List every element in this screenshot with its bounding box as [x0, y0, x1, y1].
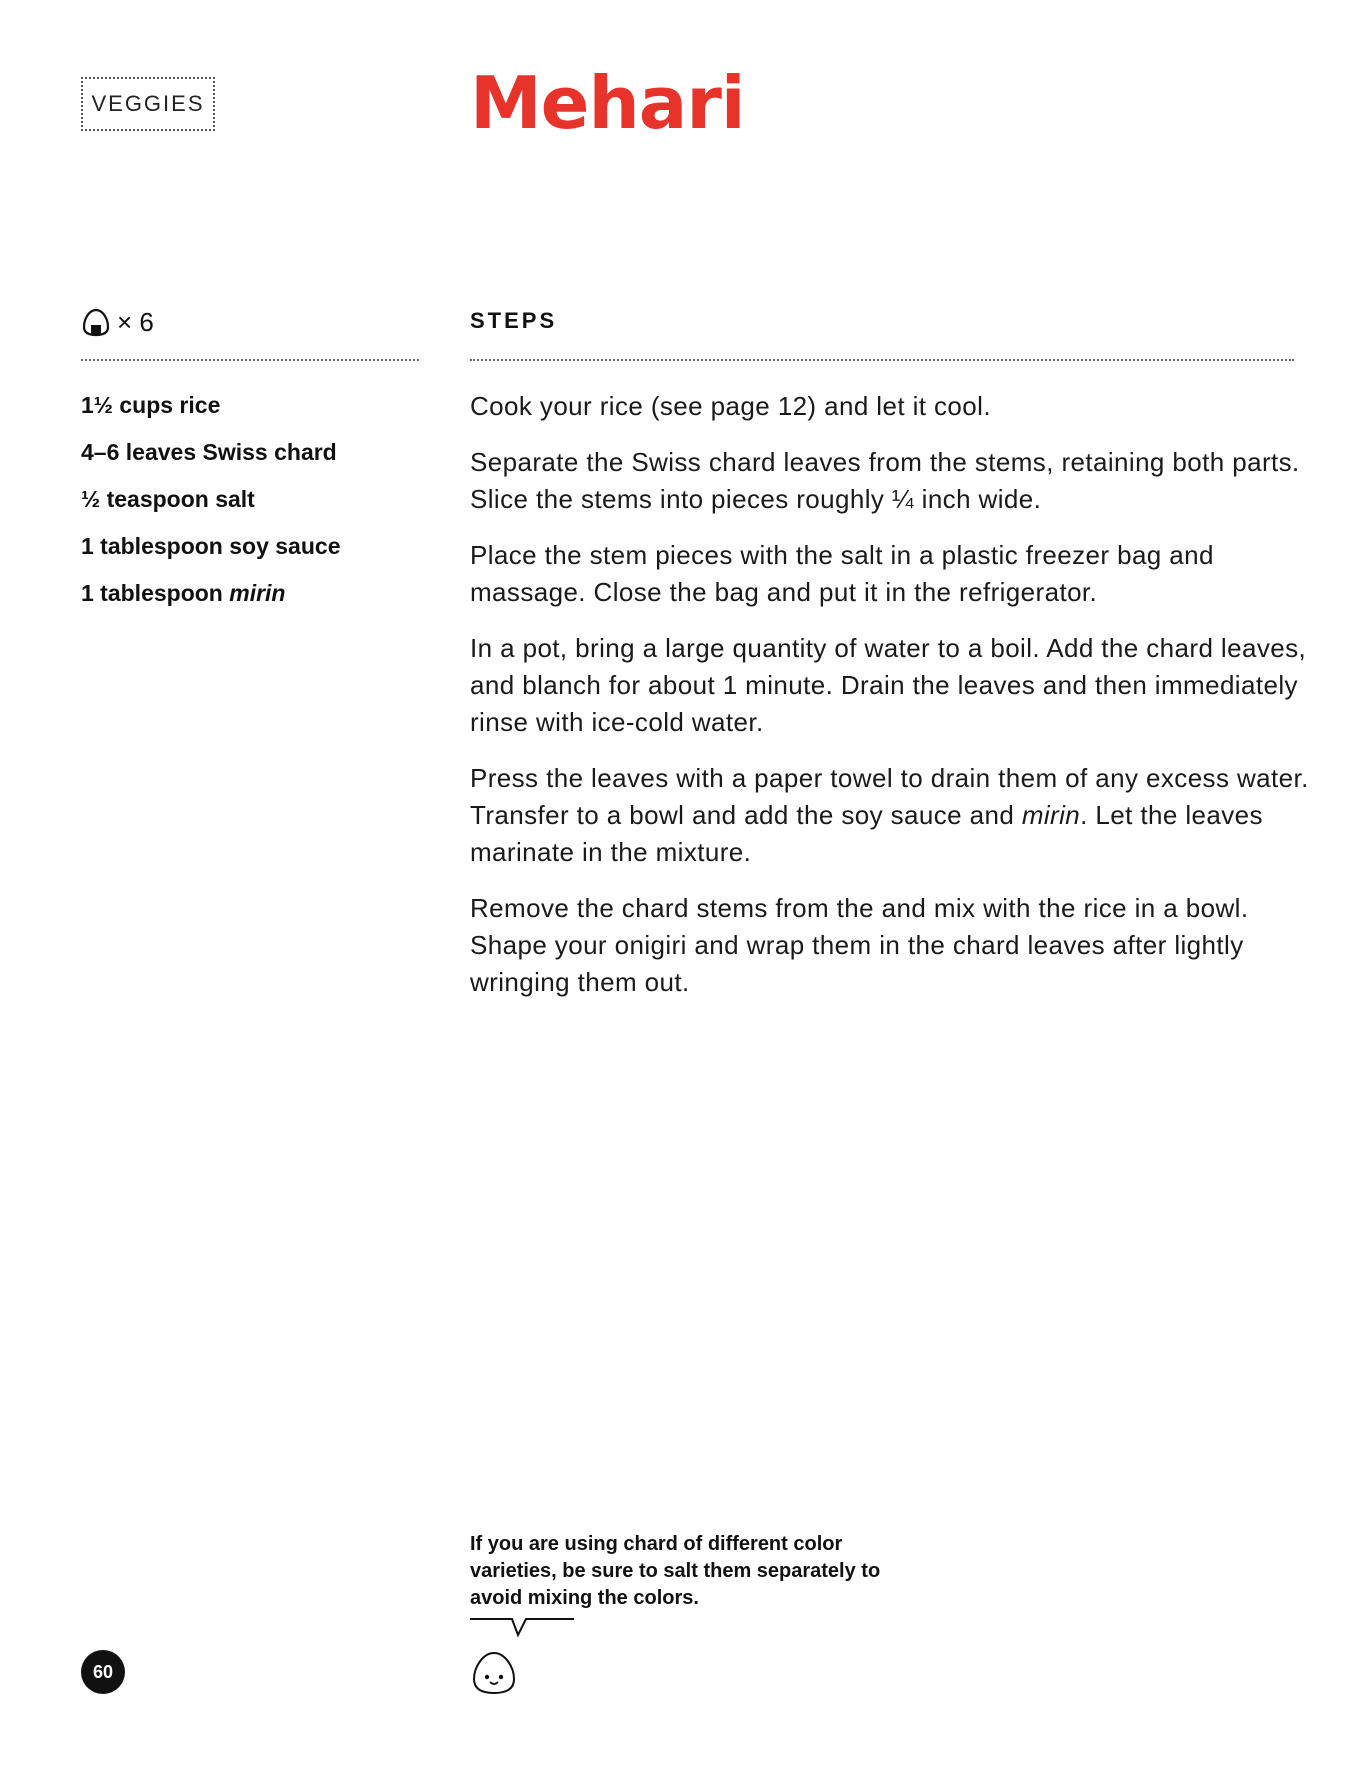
step-list	[470, 388, 1310, 1020]
ingredient-item: 1½ cups rice	[81, 392, 221, 418]
ingredients-divider	[81, 359, 419, 361]
step-text: . Let the leaves marinate in the mixture.	[470, 800, 1263, 867]
ingredient-item	[81, 576, 421, 623]
step-item: Cook your rice (see page 12) and let it cool.	[470, 391, 991, 421]
recipe-title: Mehari	[470, 61, 745, 145]
ingredient-item: 1 tablespoon soy sauce	[81, 533, 341, 559]
speech-bubble-tail	[470, 1617, 574, 1639]
step-item	[470, 760, 1310, 871]
step-item: Remove the chard stems from the and mix with the rice in a bowl. Shape your onigiri and wrap them in the chard leaves after lightly wringing them out.	[470, 893, 1249, 997]
onigiri-icon	[81, 307, 111, 337]
ingredient-item: 4–6 leaves Swiss chard	[81, 439, 337, 465]
steps-heading: STEPS	[470, 308, 558, 333]
step-item: Separate the Swiss chard leaves from the stems, retaining both parts. Slice the stems into pieces roughly ¼ inch wide.	[470, 447, 1300, 514]
servings	[81, 305, 154, 339]
tip-text: If you are using chard of different color varieties, be sure to salt them separately to avoid mixing the colors.	[470, 1533, 881, 1609]
step-item: Place the stem pieces with the salt in a plastic freezer bag and massage. Close the bag and put it in the refrigerator.	[470, 540, 1214, 607]
step-text: Press the leaves with a paper towel to drain them of any excess water. Transfer to a bowl and add the soy sauce and	[470, 763, 1309, 830]
step-italic: mirin	[1021, 800, 1081, 830]
page-number: 60	[81, 1650, 125, 1694]
onigiri-face-icon	[470, 1649, 518, 1697]
category-label: VEGGIES	[81, 77, 215, 131]
ingredient-italic: mirin	[229, 580, 286, 606]
ingredient-list	[81, 388, 421, 623]
servings-count: × 6	[117, 306, 154, 337]
ingredient-item: ½ teaspoon salt	[81, 486, 255, 512]
steps-divider	[470, 359, 1294, 361]
ingredient-text: 1 tablespoon	[81, 580, 230, 606]
step-item: In a pot, bring a large quantity of water to a boil. Add the chard leaves, and blanch for about 1 minute. Drain the leaves and then immediately rinse with ice-cold water.	[470, 633, 1307, 737]
